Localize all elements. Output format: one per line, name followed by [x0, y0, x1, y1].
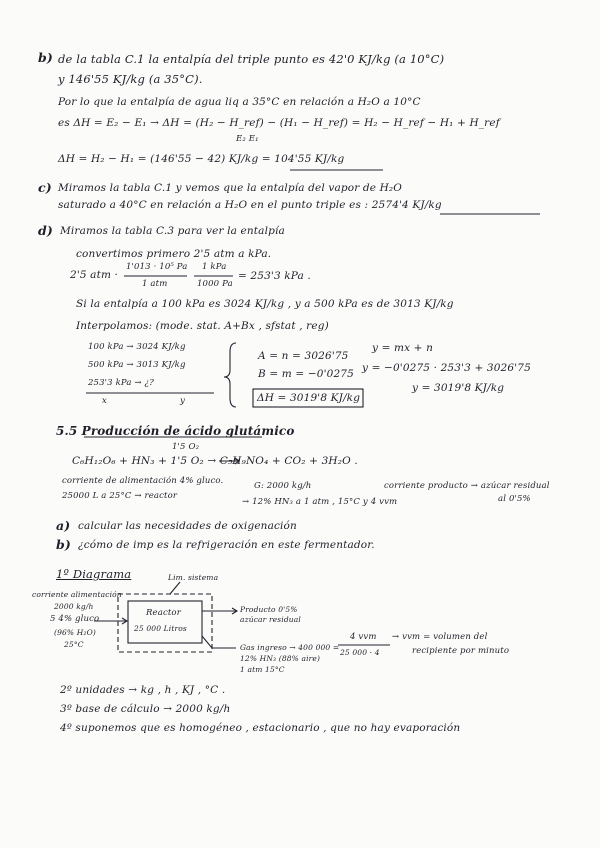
product-desc-2: al 0'5% — [498, 494, 531, 504]
interp-coef-b: B = m = −0'0275 — [258, 368, 354, 380]
step-1-title: 1º Diagrama — [56, 567, 132, 581]
question-a: calcular las necesidades de oxigenación — [78, 520, 297, 532]
interp-x-label: x — [102, 396, 107, 406]
gas-in-3: 1 atm 15°C — [240, 665, 285, 674]
feed-glucose: 5 4% gluco — [50, 614, 100, 624]
reaction-equation: C₆H₁₂O₆ + HN₃ + 1'5 O₂ → C₅H₉NO₄ + CO₂ + 3H₂O . — [72, 455, 358, 467]
part-b-marker: b) — [38, 50, 53, 65]
part-b-line-1: de la tabla C.1 la entalpía del triple punto es 42'0 KJ/kg (a 10°C) — [58, 52, 445, 66]
section-title: 5.5 Producción de ácido glutámico — [56, 424, 295, 438]
gas-in-1: Gas ingreso → 400 000 = — [240, 643, 340, 652]
gas-line — [202, 636, 236, 648]
interp-row-3: 253'3 kPa → ¿? — [88, 378, 154, 388]
feed-stream-label: corriente alimentación — [32, 590, 122, 599]
part-d-conv-den2: 1000 Pa — [197, 279, 233, 289]
reactor-volume: 25 000 Litros — [134, 624, 187, 633]
feed-desc-1: corriente de alimentación 4% gluco. — [62, 476, 224, 486]
question-b-marker: b) — [56, 537, 71, 552]
step-3: 3º base de cálculo → 2000 kg/h — [60, 703, 231, 715]
part-c-marker: c) — [38, 180, 52, 195]
part-b-line-4-sub: E₂ E₁ — [236, 134, 259, 144]
part-b-line-2: y 146'55 KJ/kg (a 35°C). — [58, 72, 203, 86]
question-a-marker: a) — [56, 518, 71, 533]
vvm-denominator: 25 000 · 4 — [340, 648, 380, 657]
part-b-line-3: Por lo que la entalpía de agua liq a 35°C en relación a H₂O a 10°C — [58, 96, 421, 108]
vvm-numerator: 4 vvm — [350, 632, 377, 642]
part-d-conv-num2: 1 kPa — [202, 262, 227, 272]
question-b: ¿cómo de imp es la refrigeración en este fermentador. — [78, 539, 375, 551]
step-2: 2º unidades → kg , h , KJ , °C . — [60, 684, 226, 696]
interp-y-label: y — [180, 396, 185, 406]
feed-temp: 25°C — [64, 640, 84, 649]
part-d-line-2: convertimos primero 2'5 atm a kPa. — [76, 248, 272, 260]
interp-row-2: 500 kPa → 3013 KJ/kg — [88, 360, 186, 370]
feed-rate: 2000 kg/h — [54, 602, 94, 611]
feed-desc-2: 25000 L a 25°C → reactor — [62, 491, 178, 501]
gas-desc-1: G: 2000 kg/h — [254, 481, 312, 491]
vvm-description: recipiente por minuto — [412, 646, 510, 656]
part-b-line-5: ΔH = H₂ − H₁ = (146'55 − 42) KJ/kg = 104'55 KJ/kg — [58, 153, 345, 165]
product-desc-1: corriente producto → azúcar residual — [384, 481, 550, 491]
interp-row-1: 100 kPa → 3024 KJ/kg — [88, 342, 186, 352]
part-d-conv-start: 2'5 atm · — [70, 269, 119, 281]
part-d-conv-result: = 253'3 kPa . — [238, 270, 311, 282]
part-c-line-1: Miramos la tabla C.1 y vemos que la entalpía del vapor de H₂O — [58, 182, 403, 194]
interp-y-value: y = 3019'8 KJ/kg — [412, 382, 505, 394]
interp-coef-a: A = n = 3026'75 — [258, 350, 349, 362]
part-d-line-4: Si la entalpía a 100 kPa es 3024 KJ/kg , y a 500 kPa es de 3013 KJ/kg — [76, 298, 454, 310]
interp-linear-eq: y = mx + n — [372, 342, 434, 354]
product-out-1: Producto 0'5% — [240, 605, 298, 614]
part-d-line-1: Miramos la tabla C.3 para ver la entalpía — [60, 225, 285, 237]
part-d-conv-num1: 1'013 · 10⁵ Pa — [126, 262, 188, 272]
vvm-definition: → vvm = volumen del — [392, 632, 488, 642]
product-out-2: azúcar residual — [240, 615, 301, 624]
reactor-label: Reactor — [146, 608, 181, 618]
gas-in-2: 12% HN₃ (88% aire) — [240, 654, 321, 663]
reaction-superscript: 1'5 O₂ — [172, 442, 200, 452]
feed-water: (96% H₂O) — [54, 628, 96, 637]
interp-result: ΔH = 3019'8 KJ/kg — [257, 392, 361, 404]
part-d-marker: d) — [38, 223, 53, 238]
part-d-line-5: Interpolamos: (mode. stat. A+Bx , sfstat , reg) — [76, 320, 329, 332]
system-boundary-label: Lim. sistema — [168, 573, 219, 582]
brace — [224, 343, 236, 407]
gas-desc-2: → 12% HN₃ a 1 atm , 15°C y 4 vvm — [242, 497, 398, 507]
interp-substitution: y = −0'0275 · 253'3 + 3026'75 — [362, 362, 531, 374]
part-d-conv-den1: 1 atm — [142, 279, 168, 289]
boundary-pointer — [170, 582, 180, 594]
step-4: 4º suponemos que es homogéneo , estacionario , que no hay evaporación — [60, 722, 461, 734]
part-c-line-2: saturado a 40°C en relación a H₂O en el punto triple es : 2574'4 KJ/kg — [58, 199, 442, 211]
part-b-line-4: es ΔH = E₂ − E₁ → ΔH = (H₂ − H_ref) − (H₁ − H_ref) = H₂ − H_ref − H₁ + H_ref — [58, 117, 500, 129]
